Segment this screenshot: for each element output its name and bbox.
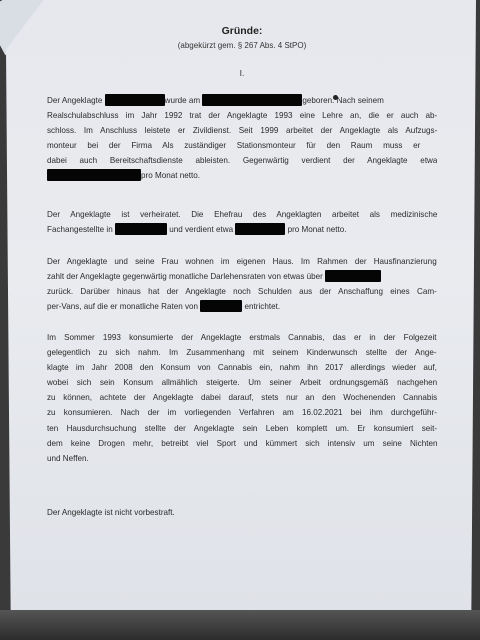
redaction-bar — [200, 300, 242, 312]
text-line — [47, 108, 437, 123]
text-line — [47, 153, 437, 168]
text-line — [47, 451, 437, 466]
text-line — [47, 207, 437, 222]
text-segment: zurück. Darüber hinaus hat der Angeklagte noch Schulden aus der Anschaffung eines Cam- — [47, 287, 437, 297]
text-line — [47, 505, 437, 520]
text-segment: und verdient etwa — [166, 225, 236, 235]
text-line — [47, 138, 437, 153]
redaction-bar — [235, 223, 285, 235]
background-surface — [0, 610, 480, 640]
paragraph-drug-history — [47, 330, 437, 466]
paragraph-financial-situation — [47, 254, 437, 314]
text-segment: Der Angeklagte — [47, 96, 105, 105]
text-line — [47, 330, 437, 345]
text-segment: Der Angeklagte ist nicht vorbestraft. — [47, 508, 175, 517]
text-segment: pro Monat netto. — [285, 225, 347, 235]
text-line — [47, 269, 437, 284]
text-line — [47, 299, 437, 314]
text-segment: geboren. Nach seinem — [302, 96, 384, 105]
redaction-bar — [202, 94, 302, 106]
text-segment: schloss. Im Anschluss leistete er Zivildienst. Seit 1999 arbeitet der Angeklagte als Aufzugs- — [47, 126, 437, 136]
text-segment: Im Sommer 1993 konsumierte der Angeklagte erstmals Cannabis, das er in der Folgezeit — [47, 333, 437, 342]
text-line — [47, 360, 437, 375]
text-line — [47, 405, 437, 420]
text-segment: klagte im Jahr 2008 den Konsum von Cannabis ein, nahm ihn 2017 allerdings wieder auf, — [47, 363, 437, 373]
text-segment: wurde am — [164, 96, 203, 105]
text-segment: entrichtet. — [242, 302, 281, 312]
text-segment: gelegentlich zu sich nahm. Im Zusammenhang mit seinem Kinderwunsch stellte der Ange- — [47, 348, 437, 358]
redaction-bar — [47, 169, 141, 181]
text-line — [47, 421, 437, 436]
text-segment: wobei sich sein Konsum allmählich steigerte. Um seiner Arbeit ordnungsgemäß nachgehen — [47, 378, 437, 388]
document-subheading: (abgekürzt gem. § 267 Abs. 4 StPO) — [177, 41, 307, 50]
text-line — [47, 93, 437, 108]
text-segment: Als zuständiger Stationsmonteur für den Raum — [162, 141, 384, 151]
text-segment: per-Vans, auf die er monatliche Raten von — [47, 302, 201, 312]
text-line — [47, 284, 437, 299]
text-segment: Realschulabschluss im Jahr 1992 trat der Angeklagte 1993 eine Lehre an, die er auch ab- — [47, 111, 437, 121]
paragraph-criminal-record — [47, 505, 437, 520]
text-segment: und Neffen. — [47, 453, 89, 463]
paragraph-marital-status — [47, 207, 437, 237]
document-heading: Gründe: — [221, 25, 263, 37]
text-segment: muss er — [383, 141, 421, 151]
text-line — [47, 436, 437, 451]
text-segment: Fachangestellte in — [47, 225, 115, 235]
text-line — [47, 222, 437, 237]
text-segment: ten Hausdurchsuchung stellte der Angeklagte sein Leben komplett um. Er konsumiert seit- — [47, 423, 437, 433]
text-line — [47, 123, 437, 138]
text-line — [47, 390, 437, 405]
section-number: I. — [239, 68, 245, 78]
text-line — [47, 168, 437, 183]
text-segment: pro Monat netto. — [141, 171, 200, 181]
redaction-bar — [105, 94, 165, 106]
text-segment: dem keine Drogen mehr, betreibt viel Sport und kümmert sich intensiv um seine Nichten — [47, 438, 437, 448]
text-segment: dabei auch Bereitschaftsdienste ableisten. Gegenwärtig verdient der Angeklagte etwa — [47, 156, 437, 166]
text-segment: zu konsumieren. Nach der im vorliegenden Verfahren am 16.02.2021 bei ihm durchgeführ- — [47, 408, 437, 418]
paragraph-personal-background — [47, 93, 437, 184]
text-segment: monteur bei der Firma — [47, 141, 163, 151]
redaction-bar — [325, 270, 381, 282]
text-segment: zu können, achtete der Angeklagte dabei darauf, stets nur an den Wochenenden Cannabis — [47, 393, 437, 403]
text-line — [47, 254, 437, 269]
text-segment: Der Angeklagte und seine Frau wohnen im eigenen Haus. Im Rahmen der Hausfinanzierung — [47, 257, 437, 266]
redaction-bar — [115, 223, 167, 235]
text-segment: Der Angeklagte ist verheiratet. Die Ehefrau des Angeklagten arbeitet als medizinische — [47, 210, 437, 219]
text-segment: zahlt der Angeklagte gegenwärtig monatliche Darlehensraten von etwas über — [47, 272, 326, 282]
text-line — [47, 375, 437, 390]
text-line — [47, 345, 437, 360]
